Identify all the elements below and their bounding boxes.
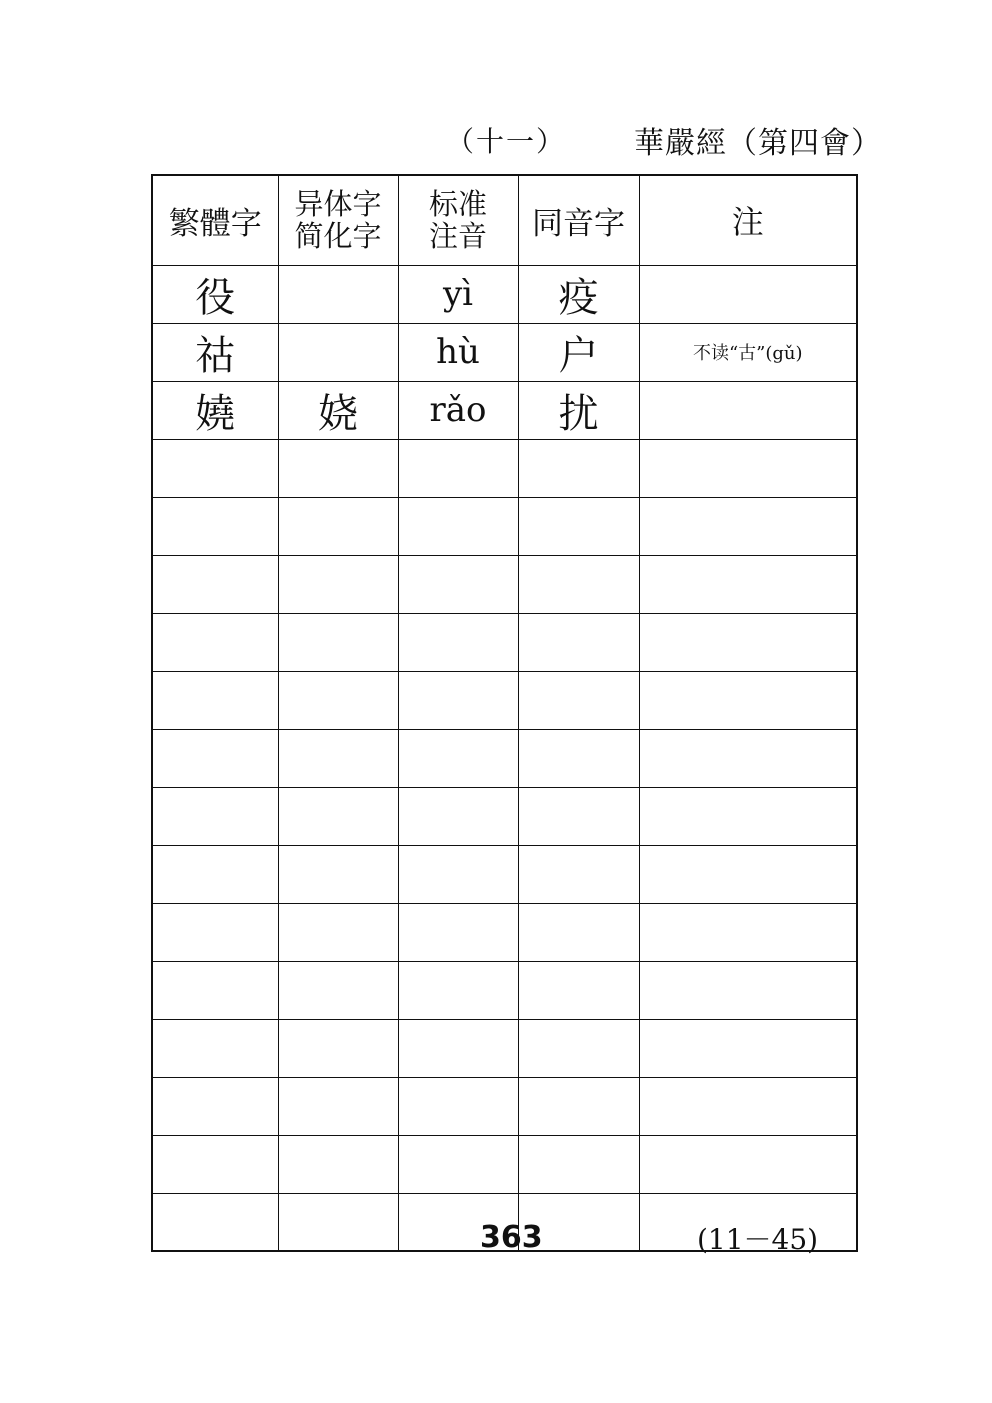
cell-note	[639, 1019, 857, 1077]
cell-pinyin	[398, 729, 518, 787]
header-line: 同音字	[532, 205, 625, 242]
cell-traditional: 祜	[152, 323, 278, 381]
header-line: 标准	[428, 187, 487, 222]
cell-pinyin	[398, 1077, 518, 1135]
cell-traditional	[152, 961, 278, 1019]
cell-pinyin	[398, 555, 518, 613]
table-row	[152, 1019, 857, 1077]
cell-traditional	[152, 671, 278, 729]
cell-pinyin	[398, 961, 518, 1019]
cell-note: 不读“古”(gǔ)	[639, 323, 857, 381]
cell-variant	[278, 1019, 398, 1077]
cell-homophone	[518, 845, 639, 903]
table-row	[152, 903, 857, 961]
cell-note	[639, 729, 857, 787]
cell-traditional	[152, 613, 278, 671]
cell-variant	[278, 845, 398, 903]
cell-traditional: 嬈	[152, 381, 278, 439]
table-row	[152, 497, 857, 555]
cell-homophone	[518, 961, 639, 1019]
cell-homophone	[518, 729, 639, 787]
page-title: 華嚴經（第四會）	[634, 126, 882, 161]
cell-note	[639, 787, 857, 845]
cell-traditional	[152, 497, 278, 555]
cell-note	[639, 613, 857, 671]
cell-pinyin: yì	[398, 265, 518, 323]
cell-traditional	[152, 555, 278, 613]
cell-traditional	[152, 787, 278, 845]
cell-note	[639, 265, 857, 323]
cell-pinyin	[398, 497, 518, 555]
cell-homophone	[518, 613, 639, 671]
cell-traditional	[152, 439, 278, 497]
cell-homophone	[518, 671, 639, 729]
table-row	[152, 439, 857, 497]
cell-homophone: 户	[518, 323, 639, 381]
cell-homophone: 疫	[518, 265, 639, 323]
table-body	[152, 265, 857, 1251]
cell-homophone	[518, 1077, 639, 1135]
table-row	[152, 729, 857, 787]
table-row	[152, 555, 857, 613]
cell-note	[639, 845, 857, 903]
cell-pinyin	[398, 613, 518, 671]
cell-pinyin	[398, 903, 518, 961]
column-header-traditional	[152, 175, 278, 265]
cell-variant	[278, 1077, 398, 1135]
header-line: 繁體字	[168, 205, 262, 242]
cell-variant	[278, 497, 398, 555]
column-header-pinyin	[398, 175, 518, 265]
cell-traditional	[152, 729, 278, 787]
table-row	[152, 323, 857, 381]
cell-variant: 娆	[278, 381, 398, 439]
cell-pinyin	[398, 1135, 518, 1193]
cell-variant	[278, 555, 398, 613]
cell-homophone	[518, 555, 639, 613]
cell-homophone	[518, 1135, 639, 1193]
column-header-homophone	[518, 175, 639, 265]
cell-traditional	[152, 845, 278, 903]
table-row	[152, 381, 857, 439]
page-number: 363	[480, 1220, 543, 1255]
cell-homophone	[518, 787, 639, 845]
cell-traditional	[152, 1019, 278, 1077]
table-row	[152, 265, 857, 323]
cell-note	[639, 439, 857, 497]
cell-variant	[278, 323, 398, 381]
table-row	[152, 845, 857, 903]
table-row	[152, 1135, 857, 1193]
cell-note	[639, 671, 857, 729]
cell-traditional: 役	[152, 265, 278, 323]
cell-pinyin	[398, 671, 518, 729]
cell-variant	[278, 1135, 398, 1193]
cell-note	[639, 1135, 857, 1193]
cell-note	[639, 555, 857, 613]
cell-homophone: 扰	[518, 381, 639, 439]
cell-traditional	[152, 1077, 278, 1135]
cell-variant	[278, 1193, 398, 1251]
cell-traditional	[152, 1193, 278, 1251]
cell-variant	[278, 439, 398, 497]
header-line: 简化字	[294, 219, 382, 254]
pronunciation-table	[151, 174, 858, 1252]
table-row	[152, 961, 857, 1019]
cell-traditional	[152, 1135, 278, 1193]
volume-code: (11－45)	[697, 1223, 819, 1256]
cell-homophone	[518, 497, 639, 555]
cell-pinyin	[398, 1019, 518, 1077]
cell-traditional	[152, 903, 278, 961]
column-header-variant	[278, 175, 398, 265]
header-line: 注音	[428, 219, 487, 254]
cell-homophone	[518, 1019, 639, 1077]
cell-note	[639, 497, 857, 555]
section-number: （十一）	[446, 125, 567, 158]
cell-pinyin	[398, 439, 518, 497]
cell-note	[639, 1077, 857, 1135]
table-row	[152, 671, 857, 729]
header-line: 注	[731, 203, 764, 242]
header-line: 异体字	[294, 187, 382, 222]
cell-homophone	[518, 439, 639, 497]
cell-variant	[278, 961, 398, 1019]
cell-homophone	[518, 903, 639, 961]
cell-pinyin: rǎo	[398, 381, 518, 439]
table-row	[152, 613, 857, 671]
column-header-note	[639, 175, 857, 265]
cell-variant	[278, 265, 398, 323]
cell-pinyin	[398, 787, 518, 845]
cell-note	[639, 903, 857, 961]
table-header-row	[152, 175, 857, 265]
cell-pinyin	[398, 845, 518, 903]
cell-pinyin: hù	[398, 323, 518, 381]
table-row	[152, 787, 857, 845]
cell-variant	[278, 671, 398, 729]
table-row	[152, 1077, 857, 1135]
cell-note	[639, 961, 857, 1019]
cell-variant	[278, 787, 398, 845]
cell-note	[639, 381, 857, 439]
cell-variant	[278, 729, 398, 787]
cell-variant	[278, 903, 398, 961]
cell-variant	[278, 613, 398, 671]
